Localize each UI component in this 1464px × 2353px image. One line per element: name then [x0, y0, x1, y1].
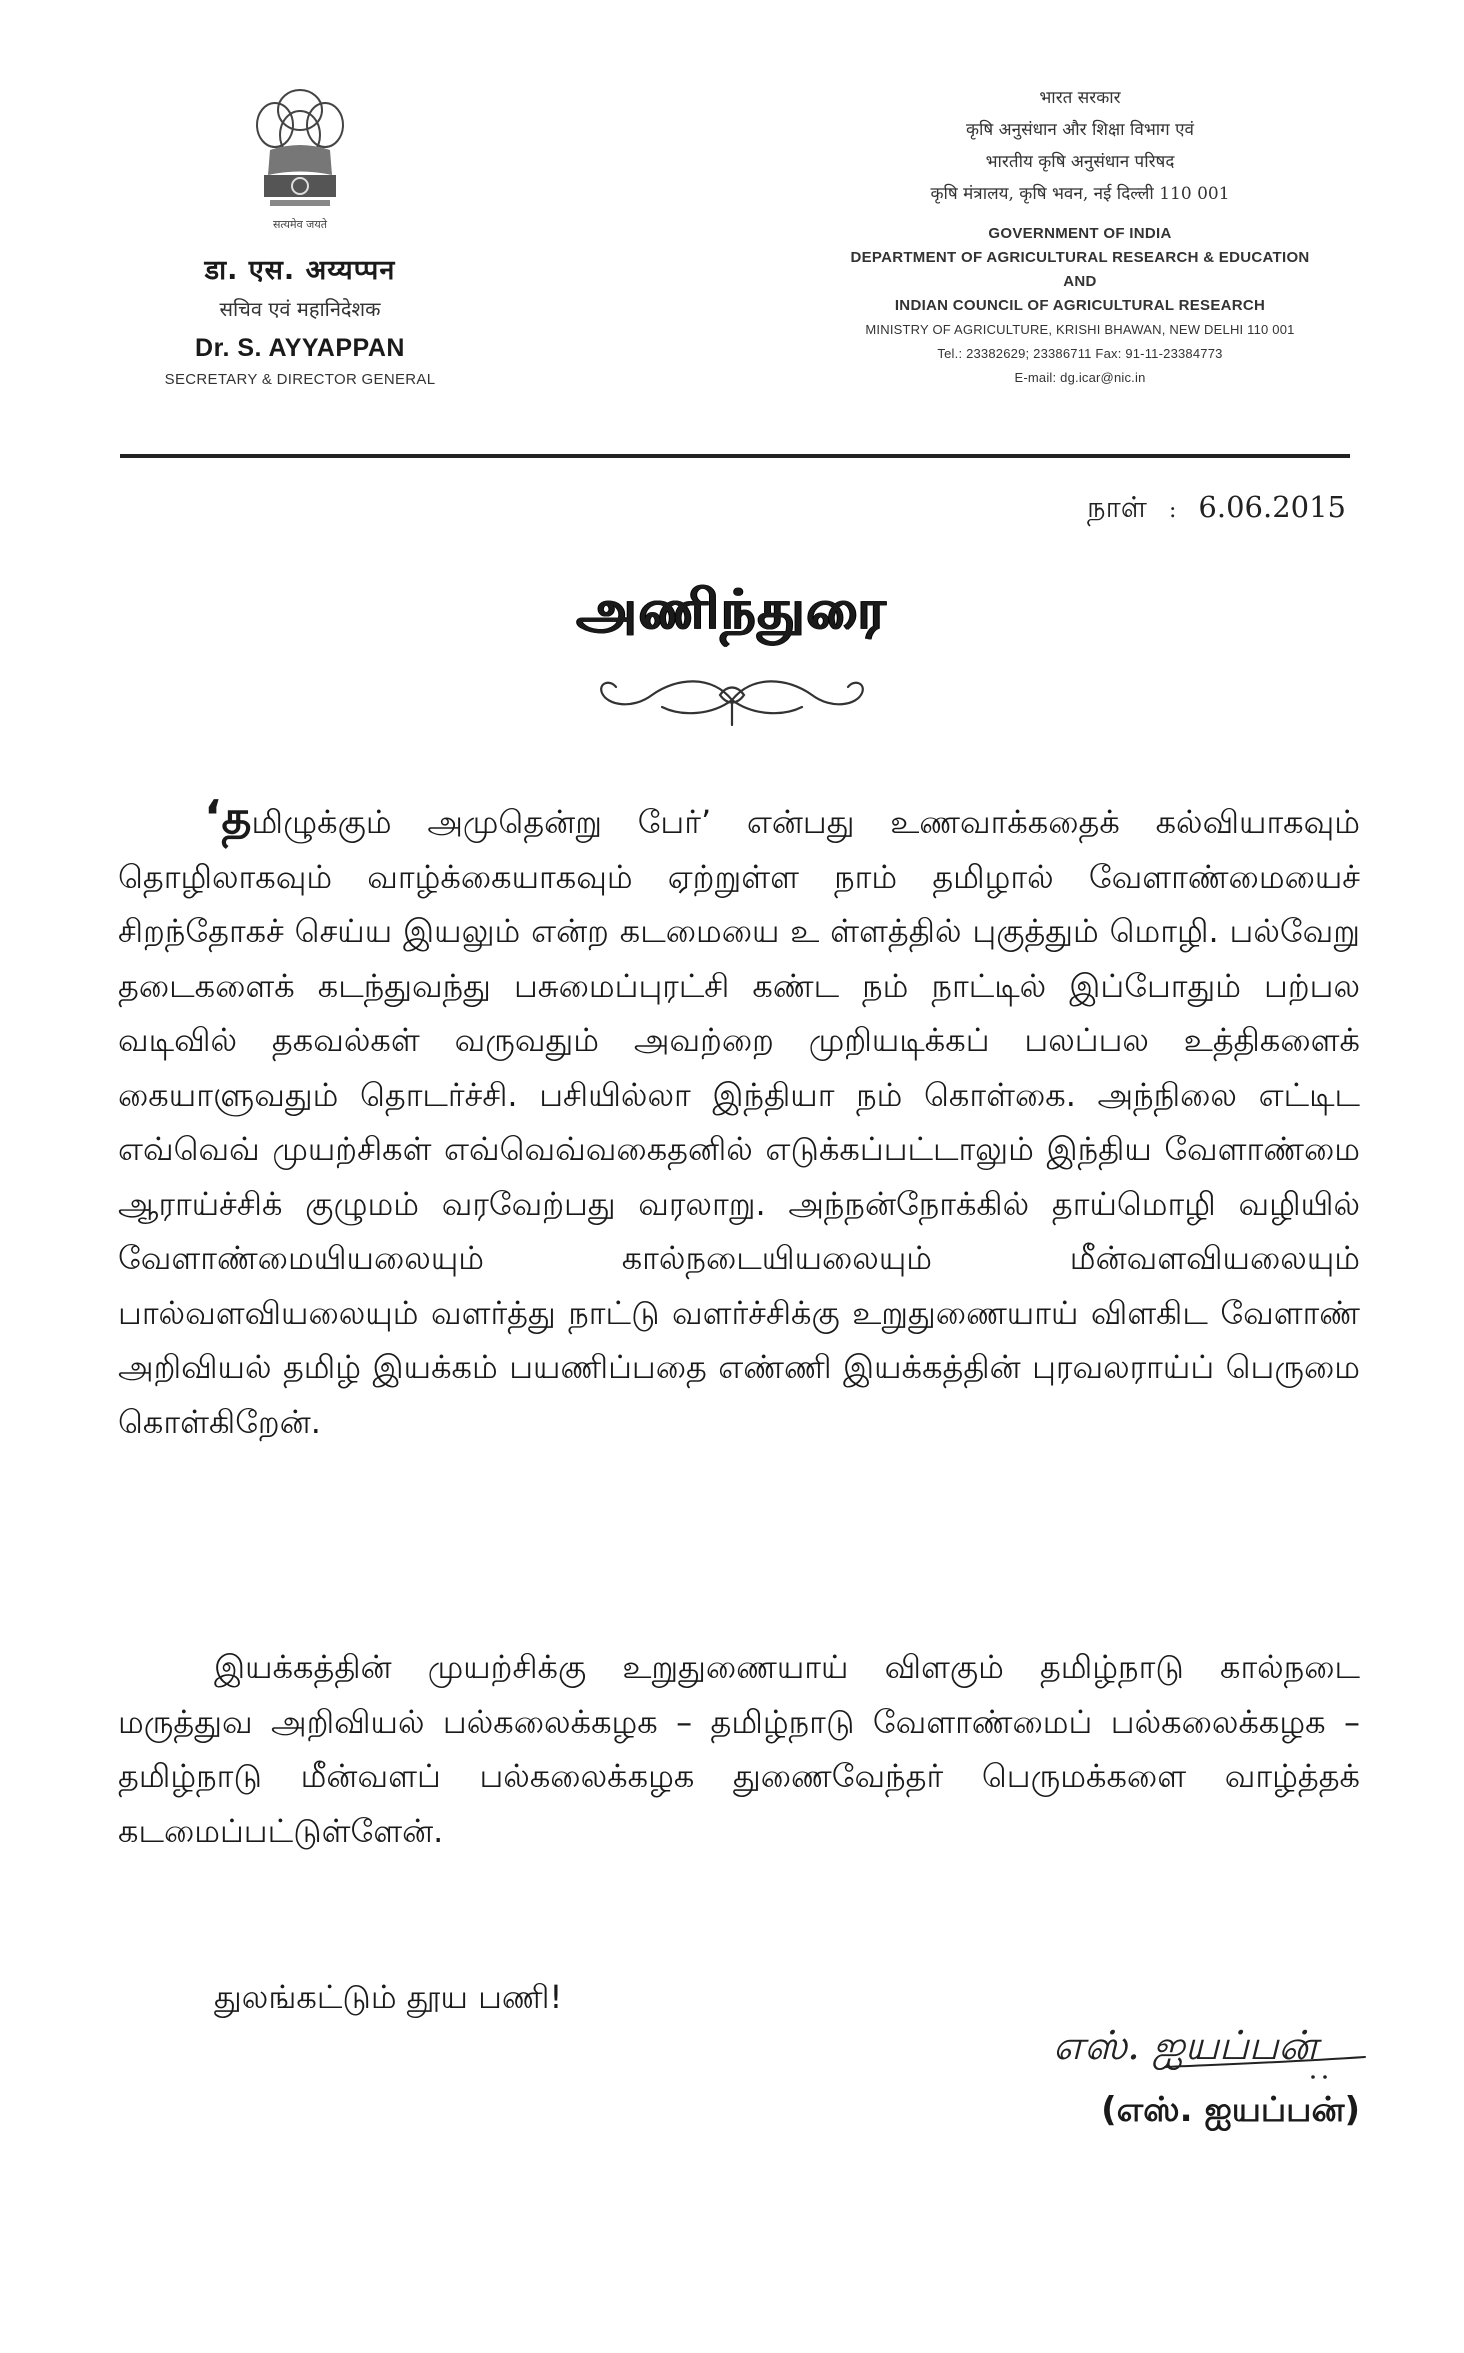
- english-line-3: AND: [1063, 273, 1097, 290]
- paragraph-dropcap: ‘த: [204, 790, 252, 844]
- svg-text:सत्यमेव जयते: सत्यमेव जयते: [272, 218, 328, 231]
- document-heading: அணிந்துரை: [576, 578, 888, 641]
- letter-date: [1087, 490, 1346, 528]
- date-label: நாள்: [1087, 490, 1147, 524]
- handwritten-signature: [1045, 2005, 1375, 2085]
- english-line-1: GOVERNMENT OF INDIA: [988, 225, 1172, 242]
- ministry-address: MINISTRY OF AGRICULTURE, KRISHI BHAWAN, NEW DELHI 110 001: [865, 322, 1295, 337]
- contact-email: E-mail: dg.icar@nic.in: [1014, 370, 1146, 385]
- english-line-4: INDIAN COUNCIL OF AGRICULTURAL RESEARCH: [894, 297, 1266, 314]
- body-paragraph-3: துலங்கட்டும் தூய பணி!: [214, 1978, 563, 2016]
- officer-letterhead: [110, 250, 490, 388]
- hindi-line-2: कृषि अनुसंधान और शिक्षा विभाग एवं: [965, 120, 1195, 140]
- officer-name-english: Dr. S. AYYAPPAN: [195, 334, 405, 362]
- national-emblem-icon: [240, 80, 360, 240]
- body-paragraph-2: இயக்கத்தின் முயற்சிக்கு உறுதுணையாய் விளகும் தமிழ்நாடு கால்நடை மருத்துவ அறிவியல் பல்கலைக்கழக – தமிழ்நாடு வேளாண்மைப் பல்கலைக்கழக – தமிழ்நாடு மீன்வளப் பல்கலைக்கழக துணைவேந்தர் பெருமக்களை வாழ்த்தக் கடமைப்பட்டுள்ளேன்.: [118, 1648, 1360, 1850]
- signature-text: எஸ். ஐயப்பன்: [1053, 2023, 1318, 2069]
- hindi-line-4: कृषि मंत्रालय, कृषि भवन, नई दिल्ली 110 001: [930, 184, 1230, 204]
- flourish-divider-icon: [582, 665, 882, 735]
- contact-phone: Tel.: 23382629; 23386711 Fax: 91-11-23384773: [937, 346, 1223, 361]
- date-value: 6.06.2015: [1198, 490, 1346, 524]
- paragraph-1-text: மிழுக்கும் அமுதென்று பேர்’ என்பது உணவாக்கதைக் கல்வியாகவும் தொழிலாகவும் வாழ்க்கையாகவும் ஏற்றுள்ள நாம் தமிழால் வேளாண்மையைச் சிறந்தோகச் செய்ய இயலும் என்ற கடமையை உ ள்ளத்தில் புகுத்தும் மொழி. பல்வேறு தடைகளைக் கடந்துவந்து பசுமைப்புரட்சி கண்ட நம் நாட்டில் இப்போதும் பற்பல வடிவில் தகவல்கள் வருவதும் அவற்றை முறியடிக்கப் பலப்பல உத்திகளைக் கையாளுவதும் தொடர்ச்சி. பசியில்லா இந்தியா நம் கொள்கை. அந்நிலை எட்டிட எவ்வெவ் முயற்சிகள் எவ்வெவ்வகைதனில் எடுக்கப்பட்டாலும் இந்திய வேளாண்மை ஆராய்ச்சிக் குழுமம் வரவேற்பது வரலாறு. அந்நன்நோக்கில் தாய்மொழி வழியில் வேளாண்மையியலையும் கால்நடையியலையும் மீன்வளவியலையும் பால்வளவியலையும் வளர்த்து நாட்டு வளர்ச்சிக்கு உறுதுணையாய் விளகிட வேளாண் அறிவியல் தமிழ் இயக்கம் பயணிப்பதை எண்ணி இயக்கத்தின் புரவலராய்ப் பெருமை கொள்கிறேன்.: [118, 803, 1361, 1441]
- english-line-2: DEPARTMENT OF AGRICULTURAL RESEARCH & EDUCATION: [850, 249, 1310, 266]
- signatory-name: (எஸ். ஐயப்பன்): [1101, 2090, 1360, 2130]
- hindi-line-3: भारतीय कृषि अनुसंधान परिषद: [985, 152, 1175, 172]
- date-separator: :: [1168, 498, 1177, 523]
- officer-title-english: SECRETARY & DIRECTOR GENERAL: [164, 371, 436, 388]
- officer-name-hindi: डा. एस. अय्यप्पन: [204, 255, 396, 286]
- header-divider: [120, 454, 1350, 458]
- hindi-line-1: भारत सरकार: [1039, 88, 1121, 108]
- department-letterhead: [780, 82, 1380, 390]
- body-paragraph-1: [118, 790, 1360, 1449]
- officer-title-hindi: सचिव एवं महानिदेशक: [219, 297, 381, 321]
